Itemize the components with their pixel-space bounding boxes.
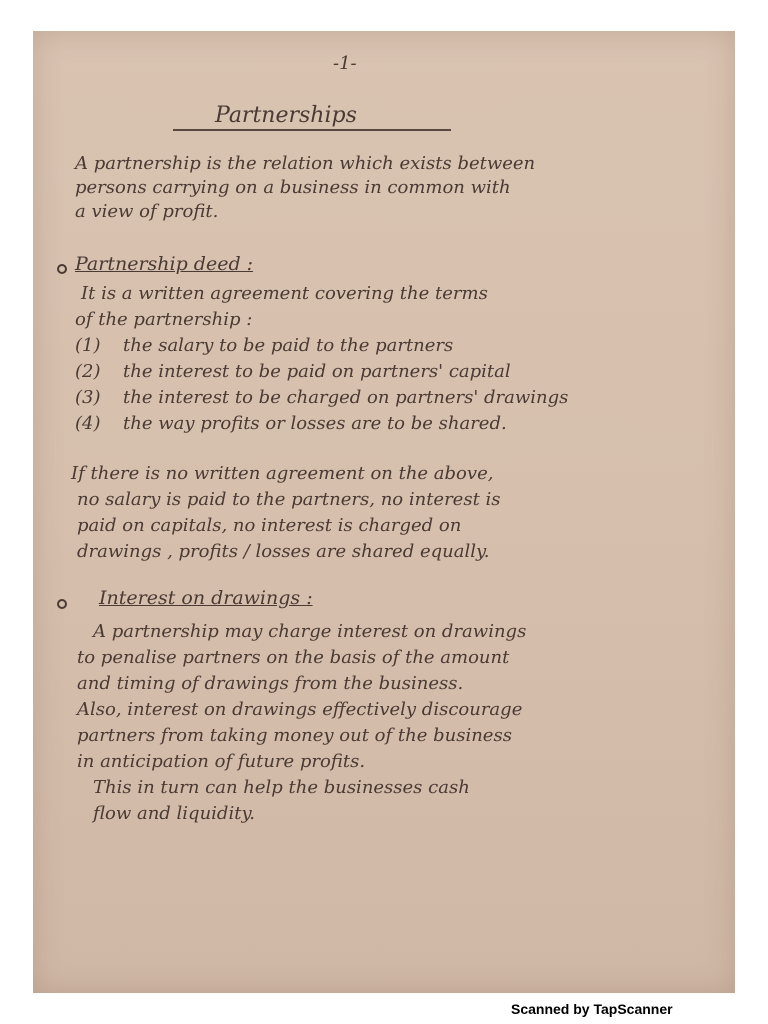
drawings-line-5: partners from taking money out of the business — [77, 725, 512, 746]
deed-note-line-4: drawings , profits / losses are shared equally. — [77, 541, 490, 562]
deed-item-2: (2) the interest to be paid on partners' capital — [75, 361, 511, 382]
scanner-watermark: Scanned by TapScanner — [511, 1001, 673, 1017]
drawings-line-3: and timing of drawings from the business. — [77, 673, 464, 694]
bullet-icon — [57, 264, 67, 274]
deed-note-line-1: If there is no written agreement on the above, — [71, 463, 494, 484]
title-underline — [173, 129, 451, 131]
deed-item-3: (3) the interest to be charged on partners' drawings — [75, 387, 569, 408]
drawings-line-7: This in turn can help the businesses cash — [93, 777, 470, 798]
deed-item-4: (4) the way profits or losses are to be shared. — [75, 413, 507, 434]
drawings-line-4: Also, interest on drawings effectively discourage — [77, 699, 523, 720]
section-heading-drawings: Interest on drawings : — [99, 587, 313, 609]
deed-line-1: It is a written agreement covering the terms — [81, 283, 488, 304]
intro-line-1: A partnership is the relation which exists between — [75, 153, 536, 174]
page-number: -1- — [333, 53, 357, 74]
drawings-line-1: A partnership may charge interest on drawings — [93, 621, 527, 642]
page-title: Partnerships — [215, 103, 357, 128]
drawings-line-6: in anticipation of future profits. — [77, 751, 366, 772]
bullet-icon — [57, 599, 67, 609]
drawings-line-2: to penalise partners on the basis of the amount — [77, 647, 510, 668]
deed-item-1: (1) the salary to be paid to the partners — [75, 335, 454, 356]
intro-line-2: persons carrying on a business in common with — [75, 177, 511, 198]
section-heading-deed: Partnership deed : — [75, 253, 254, 275]
scanned-page — [33, 31, 735, 993]
deed-note-line-3: paid on capitals, no interest is charged on — [77, 515, 462, 536]
intro-line-3: a view of profit. — [75, 201, 219, 222]
deed-note-line-2: no salary is paid to the partners, no interest is — [77, 489, 501, 510]
drawings-line-8: flow and liquidity. — [93, 803, 255, 824]
deed-line-2: of the partnership : — [75, 309, 253, 330]
